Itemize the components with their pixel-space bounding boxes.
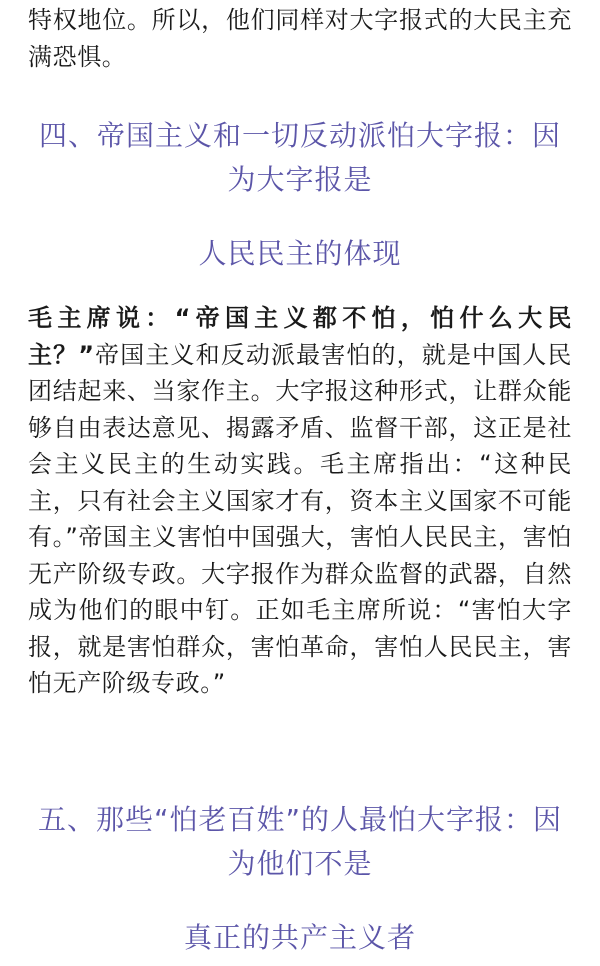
section-4-body-text: 帝国主义和反动派最害怕的，就是中国人民团结起来、当家作主。大字报这种形式，让群众能够自由表达意见、揭露矛盾、监督干部，这正是社会主义民主的生动实践。毛主席指出：“这种民主，只有社会主义国家才有，资本主义国家不可能有。”帝国主义害怕中国强大，害怕人民民主，害怕无产阶级专政。大字报作为群众监督的武器，自然成为他们的眼中钉。正如毛主席所说：“害怕大字报，就是害怕群众，害怕革命，害怕人民民主，害怕无产阶级专政。” bbox=[28, 340, 572, 697]
section-4-lead-quote: 毛主席说：“帝国主义都不怕，怕什么大民主？” bbox=[28, 304, 572, 369]
section-4-heading bbox=[0, 114, 600, 276]
intro-paragraph: 特权地位。所以，他们同样对大字报式的大民主充满恐惧。 bbox=[28, 6, 572, 71]
section-4-body bbox=[0, 300, 600, 702]
section-5-heading bbox=[0, 798, 600, 960]
section-4-title: 四、帝国主义和一切反动派怕大字报：因为大字报是 bbox=[38, 119, 561, 196]
section-5-title: 五、那些“怕老百姓”的人最怕大字报：因为他们不是 bbox=[37, 803, 562, 880]
section-4-subtitle: 人民民主的体现 bbox=[198, 237, 402, 270]
section-5-subtitle: 真正的共产主义者 bbox=[183, 921, 416, 954]
